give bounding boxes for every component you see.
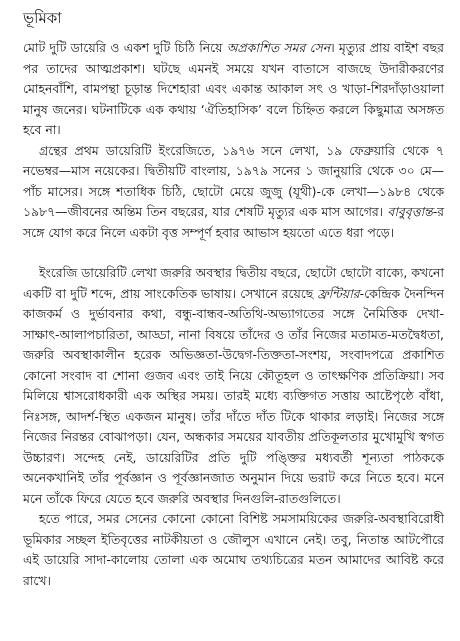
book-title-italic: অপ্রকাশিত সমর সেন <box>226 40 331 55</box>
paragraph-diaries <box>23 141 444 244</box>
paragraph-conclusion <box>23 509 444 591</box>
paragraph-gap <box>23 243 444 263</box>
magazine-title-italic: ফ্রন্টিয়ার <box>317 285 360 301</box>
book-title-italic: বাবুবৃত্তান্ত <box>387 204 433 219</box>
paragraph-english-diary <box>23 263 444 509</box>
text-segment: গ্রন্থের প্রথম ডায়েরিটি ইংরেজিতে, ১৯৭৬ সনে লেখা, ১৯ ফেব্রুয়ারি থেকে ৭ নভেম্বর—মাস নয়েকের। দ্বিতীয়টি বাংলায়, ১৯৭৯ সনের ১ জানুয়ারি থেকে ৩০ মে—পাঁচ মাসের। সঙ্গে শতাধিক চিঠি, ছোটো মেয়ে জুজু (যূথী)-কে লেখা—১৯৮৪ থেকে ১৯৮৭—জীবনের অন্তিম তিন বছরের, যার শেষটি মৃত্যুর এক মাস আগের। <box>23 142 444 219</box>
text-segment: হতে পারে, সমর সেনের কোনো কোনো বিশিষ্ট সমসাময়িকের জরুরি-অবস্থাবিরোধী ভূমিকার সচ্ছল ইতিবৃত্তের নাটকীয়তা ও জৌলুস এখানে নেই। তবু, নিতান্ত আটপৌরে এই ডায়েরি সাদা-কালোয় তোলা এক অমোঘ তথ্যচিত্রের মতন আমাদের আবিষ্ট করে রাখে। <box>23 511 444 588</box>
page-heading: ভূমিকা <box>23 9 62 27</box>
text-segment: । মৃত্যুর প্রায় বাইশ বছর পর তাদের আত্মপ্রকাশ। ঘটছে এমনই সময়ে যখন বাতাসে বাজছে উদারীকরণের মোহনবাঁশি, বামপন্থা চূড়ান্ত দিশেহারা এবং একান্ত আকাল সৎ ও খাড়া-শিরদাঁড়াওয়ালা মানুষ জনের। ঘটনাটিকে এক কথায় ‘ঐতিহাসিক’ বলে চিহ্নিত করলে কিছুমাত্র অসঙ্গত হবে না। <box>23 40 444 137</box>
text-segment: মোট দুটি ডায়েরি ও একশ দুটি চিঠি নিয়ে <box>23 40 227 55</box>
text-segment: -র সঙ্গে যোগ করে নিলে একটা বৃত্ত সম্পূর্ণ হবার আভাস হয়তো এতে ধরা পড়ে। <box>23 204 444 240</box>
text-segment: -কেন্দ্রিক দৈনন্দিন কাজকর্ম ও দুর্ভাবনার কথা, বন্ধু-বান্ধব-অতিথি-অভ্যাগতের সঙ্গে নৈমিত্তিক দেখা-সাক্ষাৎ-আলাপচারিতা, আড্ডা, নানা বিষয়ে তাঁদের ও তাঁর নিজের মতামত-মতদ্বৈধতা, জরুরি অবস্থাকালীন হরেক অভিজ্ঞতা-উদ্বেগ-তিক্ততা-সংশয়, সংবাদপত্রে প্রকাশিত কোনো সংবাদ বা শোনা গুজব এবং তাই নিয়ে কৌতূহল ও তাৎক্ষণিক প্রতিক্রিয়া। সব মিলিয়ে শ্বাসরোধকারী এক অস্থির সময়। তারই মধ্যে ব্যক্তিগত সত্তায় আষ্টেপৃষ্ঠে বাঁধা, নিঃসঙ্গ, আদর্শ-স্থিত একজন মানুষ। তাঁর দাঁতে দাঁত টিকে থাকার লড়াই। নিজের সঙ্গে নিজের নিরন্তর বোঝাপড়া। যেন, অন্ধকার সময়ের যাবতীয় প্রতিকূলতার মুখোমুখি স্বগত উচ্চারণ। সন্দেহ নেই, ডায়েরিটির প্রতি দুটি পঙ্ক্তির মধ্যবর্তী শূন্যতা পাঠককে অনেকখানিই তাঁর পূর্বজ্ঞান ও পূর্বজ্ঞানজাত অনুমান দিয়ে ভরাট করে নিতে হবে। মনে মনে তাঁকে ফিরে যেতে হবে জরুরি অবস্থার দিনগুলি-রাতগুলিতে। <box>23 285 444 506</box>
text-segment: ইংরেজি ডায়েরিটি লেখা জরুরি অবস্থার দ্বিতীয় বছরে, ছোটো ছোটো বাক্যে, কখনো একটি বা দুটি শব্দে, প্রায় সাংকেতিক ভাষায়। সেখানে রয়েছে <box>23 265 444 301</box>
paragraph-intro <box>23 38 444 141</box>
